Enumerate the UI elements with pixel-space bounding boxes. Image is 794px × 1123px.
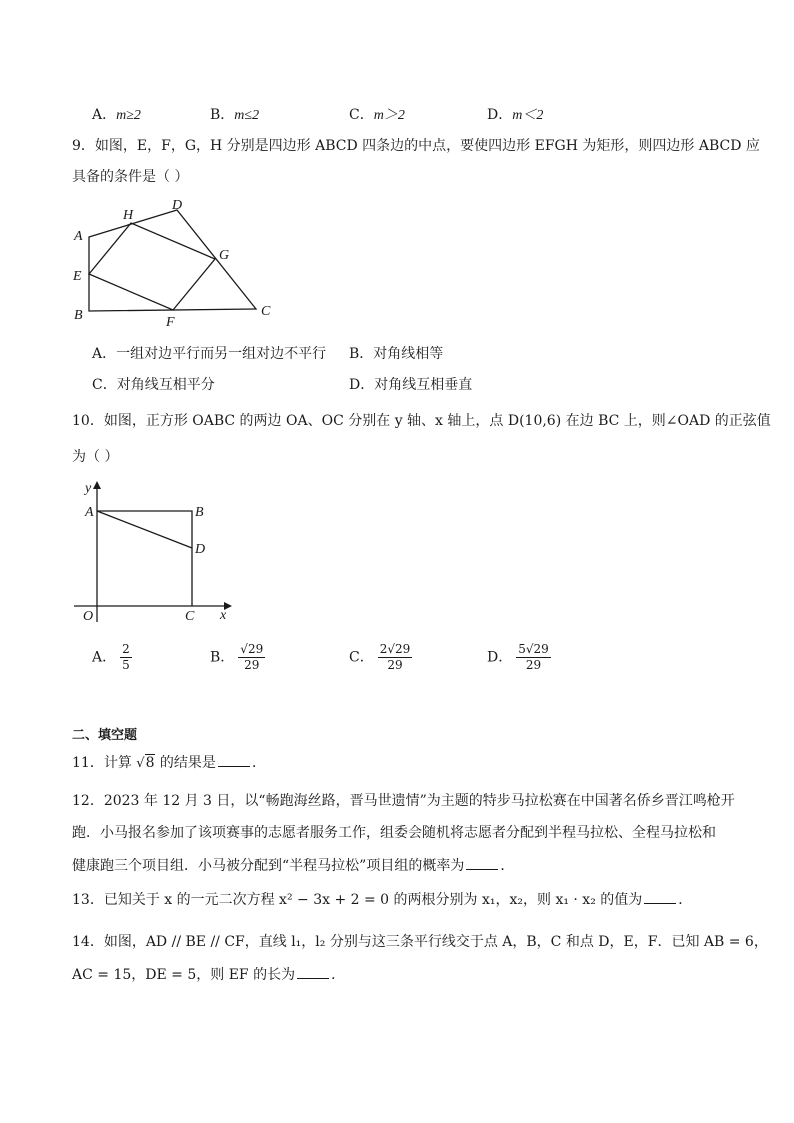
q12-end: ． <box>500 858 515 874</box>
q9-option-b <box>349 343 443 363</box>
label-e: E <box>73 269 82 284</box>
q8-option-d <box>487 104 543 124</box>
answer-blank[interactable] <box>644 891 676 904</box>
fraction <box>238 643 265 672</box>
option-label: D． <box>487 649 513 666</box>
q14-line2 <box>72 964 345 984</box>
q10-option-b <box>210 643 265 672</box>
option-text: m＞2 <box>373 108 405 123</box>
q10-stem-line2: 为（ ） <box>72 449 119 465</box>
q14-line1: 14．如图，AD // BE // CF，直线 l₁，l₂ 分别与这三条平行线交于点 A，B，C 和点 D，E，F．已知 AB = 6， <box>72 934 768 950</box>
q10-coordinate-figure <box>70 476 250 626</box>
numerator: 2√29 <box>379 642 411 656</box>
label-h: H <box>123 208 134 223</box>
label-g: G <box>219 248 230 263</box>
q9-option-c <box>92 374 215 394</box>
label-y: y <box>85 481 92 496</box>
fraction <box>516 643 551 672</box>
q11-end: ． <box>251 755 266 771</box>
q11-stem <box>72 752 266 772</box>
fraction <box>120 643 132 672</box>
label-d: D <box>172 198 183 213</box>
square-sides <box>97 511 192 606</box>
quad-abcd <box>89 210 256 311</box>
q11-prefix: 11．计算 <box>72 755 137 771</box>
q13-end: ． <box>678 892 693 908</box>
label-c: C <box>261 304 271 319</box>
answer-blank[interactable] <box>466 857 498 870</box>
q9-stem-line1: 9．如图，E，F，G，H 分别是四边形 ABCD 四条边的中点，要使四边形 EFGH 为矩形，则四边形 ABCD 应 <box>72 138 760 154</box>
segment-ad <box>97 511 192 548</box>
option-label: B． <box>210 649 235 666</box>
label-f: F <box>166 315 175 330</box>
answer-blank[interactable] <box>218 754 250 767</box>
q12-line3 <box>72 855 514 875</box>
q10-option-a <box>92 643 132 672</box>
option-label: D． <box>487 107 513 123</box>
q9-option-d <box>349 374 472 394</box>
option-text: 对角线互相平分 <box>116 377 215 393</box>
q12-line3-text: 健康跑三个项目组．小马被分配到“半程马拉松”项目组的概率为 <box>72 858 465 874</box>
option-label: B． <box>349 346 374 362</box>
option-label: C． <box>92 377 117 393</box>
option-label: A． <box>92 346 117 362</box>
quad-efgh <box>89 223 215 310</box>
option-label: B． <box>210 107 235 123</box>
denominator: 29 <box>387 658 403 672</box>
q10-option-d <box>487 643 551 672</box>
q9-quadrilateral-figure <box>70 195 280 330</box>
q12-line1: 12．2023 年 12 月 3 日，以“畅跑海丝路，晋马世遗情”为主题的特步马拉松赛在中国著名侨乡晋江鸣枪开 <box>72 793 735 809</box>
label-x: x <box>220 608 227 623</box>
q13-text: 13．已知关于 x 的一元二次方程 x² − 3x + 2 = 0 的两根分别为 x₁，x₂，则 x₁ · x₂ 的值为 <box>72 892 643 908</box>
label-c: C <box>185 609 195 624</box>
label-a: A <box>85 505 94 520</box>
option-text: 对角线互相垂直 <box>374 377 473 393</box>
q11-radicand: 8 <box>145 755 155 771</box>
section-title: 二、填空题 <box>72 728 138 743</box>
q14-line2-text: AC = 15，DE = 5，则 EF 的长为 <box>72 967 296 983</box>
option-label: A． <box>92 107 117 123</box>
numerator: 2 <box>122 642 130 656</box>
option-label: C． <box>349 649 374 666</box>
numerator: 5√29 <box>518 642 549 656</box>
option-label: A． <box>92 649 117 666</box>
option-label: C． <box>349 107 374 123</box>
option-text: m≥2 <box>116 108 141 123</box>
q13-stem <box>72 889 692 909</box>
y-axis-arrow <box>93 481 101 489</box>
q10-option-c <box>349 643 412 672</box>
option-text: m＜2 <box>512 108 544 123</box>
q14-end: ． <box>331 967 346 983</box>
label-b: B <box>74 308 83 323</box>
q12-line2: 跑．小马报名参加了该项赛事的志愿者服务工作，组委会随机将志愿者分配到半程马拉松、全程马拉松和 <box>72 825 716 841</box>
q9-option-a <box>92 343 326 363</box>
answer-blank[interactable] <box>297 966 329 979</box>
q8-option-b <box>210 104 259 124</box>
q9-stem-line2: 具备的条件是（ ） <box>72 169 189 185</box>
label-d: D <box>195 542 206 557</box>
q8-option-a <box>92 104 141 124</box>
label-a: A <box>74 229 83 244</box>
q10-stem-line1: 10．如图，正方形 OABC 的两边 OA、OC 分别在 y 轴、x 轴上，点 D(10,6) 在边 BC 上，则∠OAD 的正弦值 <box>72 413 771 429</box>
numerator: √29 <box>240 642 264 656</box>
denominator: 29 <box>525 658 542 672</box>
label-b: B <box>195 505 204 520</box>
denominator: 29 <box>244 658 260 672</box>
q11-suffix: 的结果是 <box>155 755 216 771</box>
fraction <box>378 643 413 672</box>
option-text: 对角线相等 <box>373 346 444 362</box>
q8-option-c <box>349 104 405 124</box>
option-label: D． <box>349 377 375 393</box>
sqrt-sign: √ <box>136 756 145 771</box>
option-text: 一组对边平行而另一组对边不平行 <box>116 346 327 362</box>
option-text: m≤2 <box>234 108 260 123</box>
label-o: O <box>83 609 94 624</box>
denominator: 5 <box>122 658 130 672</box>
